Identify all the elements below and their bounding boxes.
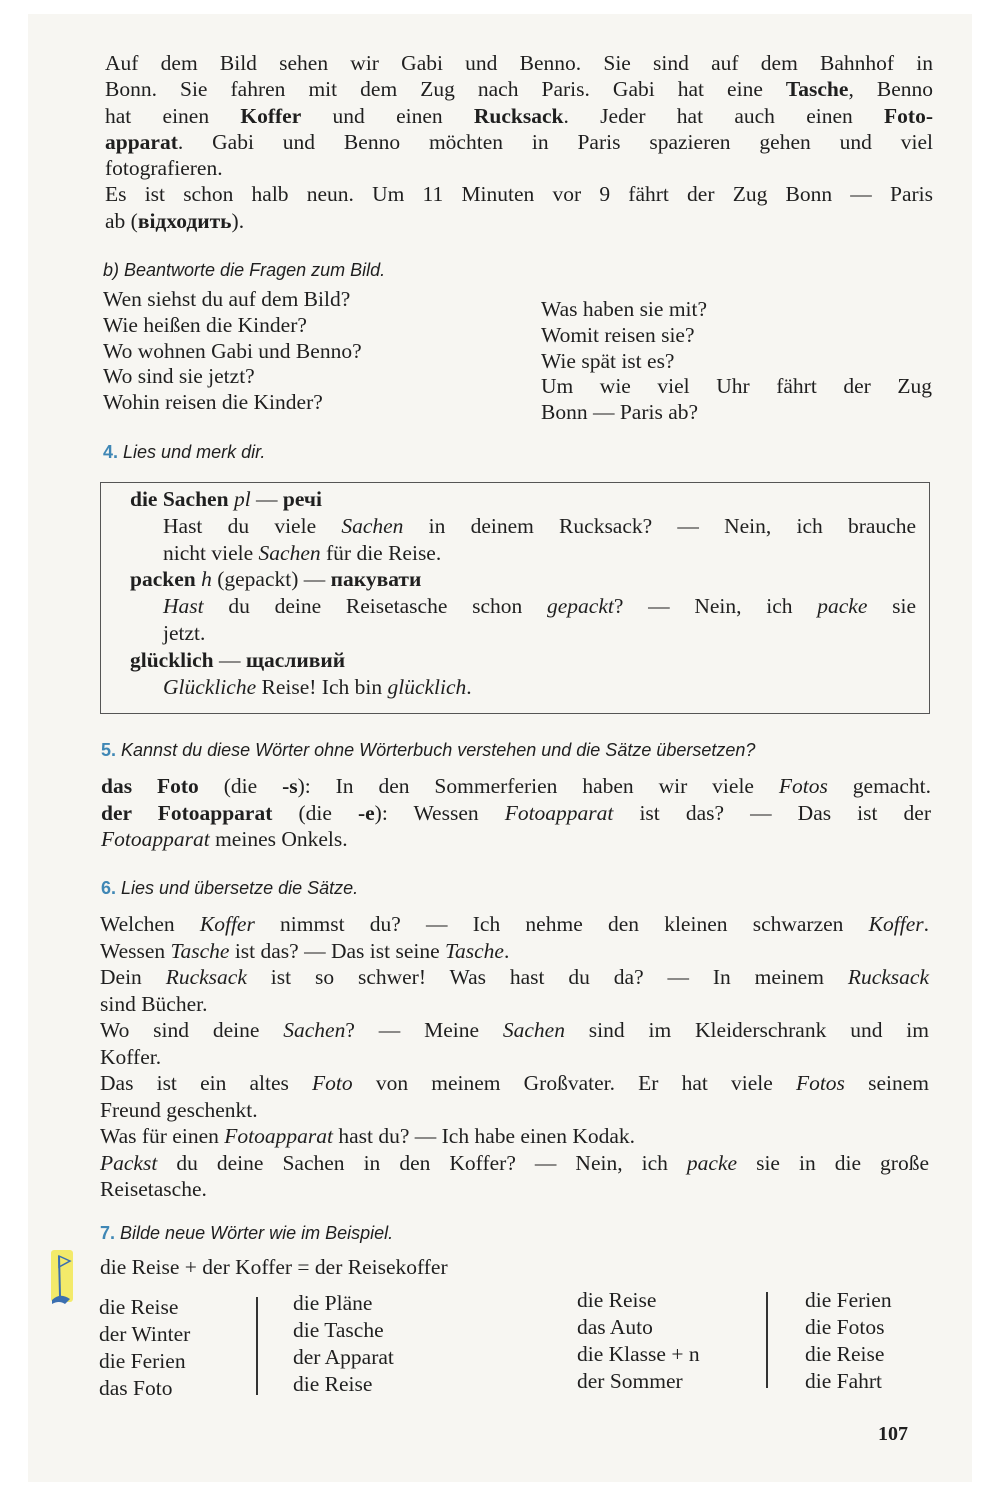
list-item: die Reise [99, 1295, 179, 1319]
text-run: Rucksack [473, 103, 564, 128]
list-item: der Sommer [577, 1369, 683, 1393]
text-run: meines Onkels. [209, 827, 348, 851]
text-run: sie in die große [737, 1150, 930, 1175]
text-run: das Foto [101, 774, 199, 798]
text-run: apparat [105, 129, 178, 154]
text-run: Dein [100, 965, 166, 989]
text-run: Sachen [502, 1018, 565, 1042]
text-line [105, 129, 933, 155]
task-7-example: die Reise + der Koffer = der Reisekoffer [100, 1255, 448, 1279]
text-run: die Sachen [130, 487, 229, 511]
text-run: nicht viele [163, 540, 259, 565]
text-run: für die Reise. [320, 540, 442, 565]
text-run: Koffer [240, 103, 302, 128]
task-7-title: Bilde neue Wörter wie im Beispiel. [120, 1223, 394, 1243]
task-7-heading [100, 1220, 393, 1247]
text-run: gemacht. [827, 774, 931, 798]
task-4-heading [103, 439, 265, 466]
list-item: Wo sind sie jetzt? [103, 364, 255, 389]
text-line [130, 513, 916, 540]
text-run: packen [130, 567, 196, 592]
text-run: Foto [312, 1071, 353, 1095]
text-run: Wo sind deine [100, 1018, 284, 1042]
page-number: 107 [878, 1423, 908, 1445]
text-run: Tasche [170, 938, 230, 963]
text-run: ist das? — Das ist der [613, 800, 932, 825]
text-run: Fotoapparat [504, 800, 614, 825]
text-run: ? — Meine [345, 1018, 503, 1042]
list-item: Um wie viel Uhr fährt der Zug [541, 374, 932, 399]
text-run: ). [231, 208, 245, 233]
text-line [105, 181, 933, 207]
questions-right [541, 297, 932, 426]
text-line [100, 964, 929, 991]
text-run: Hast [163, 594, 204, 619]
text-run: -e [357, 800, 375, 825]
text-line [100, 1097, 929, 1124]
text-run: glücklich [130, 647, 214, 672]
text-run: Reisetasche. [100, 1177, 207, 1201]
list-item: Wo wohnen Gabi und Benno? [103, 338, 362, 363]
text-line [101, 773, 931, 800]
text-run: sind im Kleiderschrank und im [564, 1018, 929, 1042]
vocabulary-box-content [130, 486, 916, 700]
text-line [100, 1176, 929, 1203]
text-run: -s [282, 774, 298, 798]
task-6-number: 6. [101, 878, 117, 898]
text-run: відходить [137, 208, 232, 233]
text-run: Koffer [199, 912, 255, 936]
text-line [105, 50, 933, 76]
text-line [100, 911, 929, 938]
text-line [100, 1150, 929, 1177]
text-run: Freund geschenkt. [100, 1097, 258, 1122]
list-item: die Reise [293, 1372, 373, 1396]
list-item: Wohin reisen die Kinder? [103, 390, 323, 415]
text-run: h [201, 567, 212, 592]
text-run: seinem [844, 1071, 929, 1095]
task-5-text [101, 773, 931, 853]
list-item: die Reise [577, 1288, 657, 1312]
intro-paragraph [105, 50, 933, 234]
task-4-number: 4. [103, 442, 119, 462]
questions-left [103, 287, 362, 416]
text-run: und einen [301, 103, 474, 128]
text-run: Fotoapparat [224, 1124, 333, 1148]
list-item: Bonn — Paris ab? [541, 400, 699, 425]
task-5-title: Kannst du diese Wörter ohne Wörterbuch verstehen und die Sätze übersetzen? [121, 740, 756, 760]
list-item: Was haben sie mit? [541, 297, 708, 321]
list-item: die Ferien [99, 1349, 186, 1373]
text-run: Sachen [341, 513, 404, 538]
word-column-3 [577, 1287, 700, 1395]
text-run: pl [233, 487, 251, 511]
task-6-heading [101, 875, 358, 902]
list-item: die Ferien [805, 1288, 892, 1312]
text-line [130, 620, 916, 647]
list-item: Wie heißen die Kinder? [103, 312, 307, 337]
text-line [100, 938, 929, 965]
text-run: fotografieren. [105, 156, 223, 181]
task-6-title: Lies und übersetze die Sätze. [121, 878, 359, 898]
text-run: Packst [100, 1150, 158, 1175]
text-line [130, 540, 916, 567]
text-run: . [503, 938, 510, 963]
list-item: Wen siehst du auf dem Bild? [103, 287, 351, 311]
text-run: пакувати [330, 567, 422, 592]
text-run: (gepackt) — [211, 567, 331, 592]
text-run: . Gabi und Benno möchten in Paris spazieren gehen und viel [177, 129, 933, 154]
list-item: das Auto [577, 1315, 653, 1339]
text-line [105, 208, 933, 234]
text-run: Tasche [785, 77, 849, 102]
text-run: Wessen [100, 938, 171, 963]
list-item: die Klasse + n [577, 1342, 700, 1366]
text-line [100, 1123, 929, 1150]
text-run: hast du? — Ich habe einen Kodak. [332, 1124, 636, 1148]
list-item: die Tasche [293, 1318, 384, 1342]
text-run: Koffer [868, 912, 924, 936]
column-divider-right [766, 1292, 768, 1388]
task-6-text [100, 911, 929, 1203]
text-run: jetzt. [163, 620, 206, 645]
text-run: Glückliche [163, 674, 257, 699]
text-run: du deine Reisetasche schon [203, 594, 547, 619]
text-run: Das ist ein altes [100, 1071, 313, 1095]
text-run: packe [817, 594, 868, 619]
text-run: der Fotoapparat [101, 800, 273, 825]
text-run: Bonn. Sie fahren mit dem Zug nach Paris. Gabi hat eine [105, 77, 786, 102]
text-run: ? — Nein, ich [613, 594, 818, 619]
text-run: Tasche [445, 938, 504, 963]
word-column-1 [99, 1294, 190, 1402]
text-run: von meinem Großvater. Er hat viele [352, 1071, 796, 1095]
text-run: ): In den Sommerferien haben wir viele [297, 774, 779, 798]
text-run: щасливий [245, 647, 346, 672]
text-run: ist so schwer! Was hast du da? — In meinem [246, 965, 848, 989]
text-line [130, 593, 916, 620]
text-line [130, 647, 916, 674]
text-run: ): Wessen [374, 800, 505, 825]
list-item: Wie spät ist es? [541, 348, 675, 373]
column-divider-left [256, 1297, 258, 1395]
text-run: Fotos [795, 1071, 845, 1095]
list-item: die Pläne [293, 1291, 373, 1315]
text-run: . Jeder hat auch einen [563, 103, 885, 128]
text-run: packe [686, 1150, 738, 1175]
text-run: . [923, 912, 929, 936]
task-4-title: Lies und merk dir. [123, 442, 266, 462]
task-5-heading [101, 737, 755, 764]
task-5-number: 5. [101, 740, 117, 760]
text-line [130, 566, 916, 593]
text-line [101, 800, 931, 827]
text-run: du deine Sachen in den Koffer? — Nein, ich [157, 1150, 687, 1175]
word-column-2 [293, 1290, 394, 1398]
text-run: Foto- [884, 103, 933, 128]
text-run: — [213, 647, 246, 672]
text-run: , Benno [848, 77, 933, 102]
text-run: in deinem Rucksack? — Nein, ich brauche [403, 513, 916, 538]
text-run: (die [198, 774, 283, 798]
text-run: (die [272, 800, 358, 825]
text-run: Sachen [283, 1018, 346, 1042]
word-column-4 [805, 1287, 892, 1395]
text-run: ist das? — Das ist seine [229, 938, 446, 963]
text-run: sind Bücher. [100, 991, 208, 1016]
list-item: Womit reisen sie? [541, 322, 695, 347]
text-run: Rucksack [847, 965, 929, 989]
text-run: Was für einen [100, 1124, 225, 1148]
text-line [101, 826, 931, 853]
text-line [130, 674, 916, 701]
text-run: — [250, 487, 283, 511]
text-run: glücklich [387, 674, 467, 699]
list-item: das Foto [99, 1376, 173, 1400]
text-run: sie [867, 594, 917, 619]
list-item: die Fotos [805, 1315, 885, 1339]
list-item: die Fahrt [805, 1369, 883, 1393]
text-line [100, 1044, 929, 1071]
text-run: Fotoapparat [101, 827, 210, 851]
text-run: Rucksack [165, 965, 247, 989]
text-line [105, 103, 933, 129]
list-item: die Reise [805, 1342, 885, 1366]
text-run: Fotos [778, 774, 828, 798]
text-run: речі [282, 487, 322, 511]
text-line [100, 1070, 929, 1097]
text-run: Es ist schon halb neun. Um 11 Minuten vor 9 fährt der Zug Bonn — Paris [105, 182, 933, 207]
text-line [130, 486, 916, 513]
text-run: gepackt [546, 594, 614, 619]
list-item: der Apparat [293, 1345, 394, 1369]
text-line [100, 991, 929, 1018]
text-run: Reise! Ich bin [256, 674, 388, 699]
text-run: Koffer. [100, 1044, 162, 1069]
task-b-heading: b) Beantworte die Fragen zum Bild. [103, 260, 386, 280]
text-run: nimmst du? — Ich nehme den kleinen schwarzen [254, 912, 869, 936]
text-line [100, 1017, 929, 1044]
text-run: hat einen [105, 103, 241, 128]
text-run: Auf dem Bild sehen wir Gabi und Benno. Sie sind auf dem Bahnhof in [105, 51, 933, 75]
text-line [105, 76, 933, 102]
text-line [105, 155, 933, 181]
text-run: Welchen [100, 912, 200, 936]
text-run: . [466, 674, 472, 699]
list-item: der Winter [99, 1322, 191, 1346]
flag-icon [50, 1250, 76, 1308]
text-run: ab ( [105, 208, 138, 233]
text-run: Hast du viele [163, 513, 342, 538]
text-run: Sachen [258, 540, 321, 565]
task-7-number: 7. [100, 1223, 116, 1243]
